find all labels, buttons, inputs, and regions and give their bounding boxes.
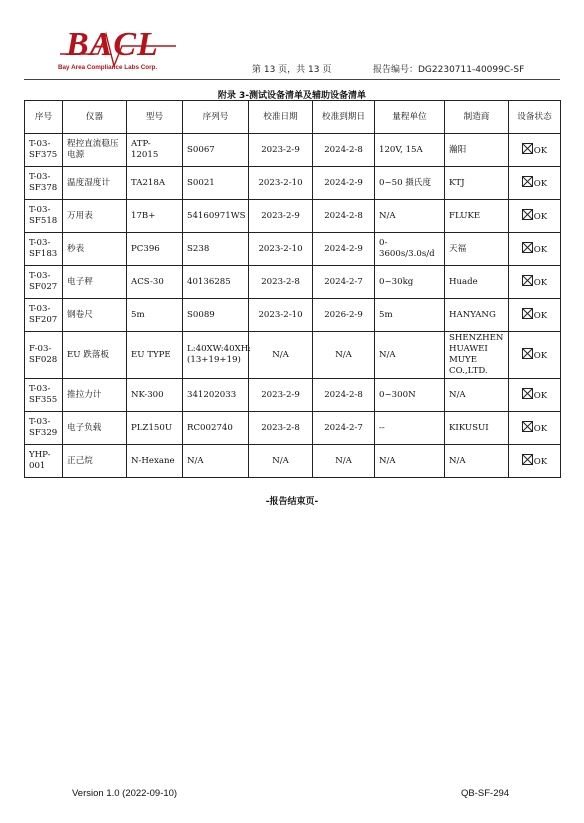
table-row xyxy=(25,379,561,412)
table-cell: 2024-2-8 xyxy=(313,200,375,233)
status-text: OK xyxy=(533,245,548,255)
column-header: 制造商 xyxy=(445,101,509,134)
table-cell: RC002740 xyxy=(183,412,249,445)
table-cell: S0021 xyxy=(183,167,249,200)
table-body xyxy=(25,134,561,478)
table-cell: S0067 xyxy=(183,134,249,167)
table-cell: N/A xyxy=(249,445,313,478)
column-header: 序列号 xyxy=(183,101,249,134)
table-cell: 正己烷 xyxy=(63,445,127,478)
table-cell: 电子负载 xyxy=(63,412,127,445)
table-row xyxy=(25,167,561,200)
table-cell: 天福 xyxy=(445,233,509,266)
table-cell: 0~30kg xyxy=(375,266,445,299)
table-cell: -- xyxy=(375,412,445,445)
table-cell: 2024-2-9 xyxy=(313,233,375,266)
table-row xyxy=(25,233,561,266)
table-cell: N/A xyxy=(375,200,445,233)
column-header: 量程单位 xyxy=(375,101,445,134)
table-cell: TA218A xyxy=(127,167,183,200)
table-cell: 2024-2-8 xyxy=(313,379,375,412)
table-cell: T-03-SF207 xyxy=(25,299,63,332)
status-text: OK xyxy=(533,278,548,288)
table-cell: T-03-SF355 xyxy=(25,379,63,412)
table-cell: 2026-2-9 xyxy=(313,299,375,332)
table-cell: T-03-SF518 xyxy=(25,200,63,233)
table-cell: 温度湿度计 xyxy=(63,167,127,200)
table-cell: 341202033 xyxy=(183,379,249,412)
checked-box-icon xyxy=(522,275,533,286)
table-cell: 2023-2-9 xyxy=(249,200,313,233)
table-cell: 54160971WS xyxy=(183,200,249,233)
column-header: 设备状态 xyxy=(509,101,561,134)
status-cell xyxy=(509,379,561,412)
table-cell: S238 xyxy=(183,233,249,266)
bacl-logo xyxy=(58,26,178,76)
status-cell xyxy=(509,445,561,478)
column-header: 校准到期日 xyxy=(313,101,375,134)
table-cell: 2023-2-9 xyxy=(249,134,313,167)
table-cell: 秒表 xyxy=(63,233,127,266)
table-cell: S0089 xyxy=(183,299,249,332)
table-row xyxy=(25,299,561,332)
status-cell xyxy=(509,134,561,167)
table-cell: 程控直流稳压电源 xyxy=(63,134,127,167)
table-cell: 2024-2-7 xyxy=(313,266,375,299)
table-row xyxy=(25,200,561,233)
table-cell: T-03-SF027 xyxy=(25,266,63,299)
table-cell: 瀚阳 xyxy=(445,134,509,167)
column-header: 校准日期 xyxy=(249,101,313,134)
status-text: OK xyxy=(533,457,548,467)
table-cell: 2024-2-9 xyxy=(313,167,375,200)
table-cell: FLUKE xyxy=(445,200,509,233)
table-cell: 2024-2-8 xyxy=(313,134,375,167)
table-cell: 推拉力计 xyxy=(63,379,127,412)
appendix-title: 附录 3-测试设备清单及辅助设备清单 xyxy=(217,91,367,101)
table-cell: N/A xyxy=(445,445,509,478)
table-cell: 17B+ xyxy=(127,200,183,233)
logo-text: BACL xyxy=(66,26,159,63)
table-cell: KIKUSUI xyxy=(445,412,509,445)
checked-box-icon xyxy=(522,348,533,359)
table-cell: T-03-SF329 xyxy=(25,412,63,445)
table-cell: NK-300 xyxy=(127,379,183,412)
table-cell: 2024-2-7 xyxy=(313,412,375,445)
checked-box-icon xyxy=(522,308,533,319)
table-cell: T-03-SF183 xyxy=(25,233,63,266)
table-cell: 120V, 15A xyxy=(375,134,445,167)
table-cell: 2023-2-10 xyxy=(249,299,313,332)
table-cell: 2023-2-8 xyxy=(249,266,313,299)
status-cell xyxy=(509,299,561,332)
table-cell: YHP-001 xyxy=(25,445,63,478)
page-info: 第 13 页，共 13 页 xyxy=(252,65,332,75)
table-cell: N/A xyxy=(313,445,375,478)
table-cell: N-Hexane xyxy=(127,445,183,478)
status-cell xyxy=(509,233,561,266)
table-cell: N/A xyxy=(249,332,313,379)
status-cell xyxy=(509,167,561,200)
status-text: OK xyxy=(533,146,548,156)
checked-box-icon xyxy=(522,143,533,154)
table-cell: T-03-SF378 xyxy=(25,167,63,200)
table-cell: N/A xyxy=(375,445,445,478)
footer-form-number: QB-SF-294 xyxy=(461,788,510,799)
table-row xyxy=(25,412,561,445)
table-cell: 2023-2-10 xyxy=(249,233,313,266)
table-cell: KTJ xyxy=(445,167,509,200)
table-cell: 40136285 xyxy=(183,266,249,299)
status-text: OK xyxy=(533,424,548,434)
status-text: OK xyxy=(533,391,548,401)
status-text: OK xyxy=(533,179,548,189)
table-cell: 5m xyxy=(127,299,183,332)
checked-box-icon xyxy=(522,209,533,220)
equipment-table xyxy=(24,100,561,478)
checked-box-icon xyxy=(522,454,533,465)
table-cell: F-03-SF028 xyxy=(25,332,63,379)
table-cell: HANYANG xyxy=(445,299,509,332)
table-header-row xyxy=(25,101,561,134)
table-cell: PLZ150U xyxy=(127,412,183,445)
table-cell: ACS-30 xyxy=(127,266,183,299)
table-row xyxy=(25,266,561,299)
table-cell: L:40XW:40XH:(13+19+19) xyxy=(183,332,249,379)
checked-box-icon xyxy=(522,421,533,432)
column-header: 型号 xyxy=(127,101,183,134)
status-text: OK xyxy=(533,212,548,222)
report-number: 报告编号：DG2230711-40099C-SF xyxy=(373,65,525,75)
table-cell: 0-3600s/3.0s/d xyxy=(375,233,445,266)
report-end-marker: -报告结束页- xyxy=(265,497,319,507)
status-text: OK xyxy=(533,311,548,321)
table-cell: EU 跌落板 xyxy=(63,332,127,379)
table-cell: SHENZHEN HUAWEI MUYE CO.,LTD. xyxy=(445,332,509,379)
logo-subtitle: Bay Area Compliance Labs Corp. xyxy=(58,64,158,71)
table-cell: N/A xyxy=(313,332,375,379)
status-cell xyxy=(509,332,561,379)
table-cell: 万用表 xyxy=(63,200,127,233)
table-cell: T-03-SF375 xyxy=(25,134,63,167)
table-cell: 钢卷尺 xyxy=(63,299,127,332)
checked-box-icon xyxy=(522,242,533,253)
table-cell: N/A xyxy=(375,332,445,379)
table-cell: 2023-2-10 xyxy=(249,167,313,200)
table-cell: Huade xyxy=(445,266,509,299)
table-cell: 0~300N xyxy=(375,379,445,412)
table-cell: ATP-12015 xyxy=(127,134,183,167)
table-cell: EU TYPE xyxy=(127,332,183,379)
table-cell: 0~50 摄氏度 xyxy=(375,167,445,200)
table-cell: PC396 xyxy=(127,233,183,266)
column-header: 序号 xyxy=(25,101,63,134)
table-cell: N/A xyxy=(445,379,509,412)
footer-version: Version 1.0 (2022-09-10) xyxy=(72,788,178,799)
status-text: OK xyxy=(533,351,548,361)
table-cell: 2023-2-9 xyxy=(249,379,313,412)
status-cell xyxy=(509,412,561,445)
checked-box-icon xyxy=(522,176,533,187)
table-cell: 电子秤 xyxy=(63,266,127,299)
status-cell xyxy=(509,200,561,233)
table-row xyxy=(25,134,561,167)
column-header: 仪器 xyxy=(63,101,127,134)
table-row xyxy=(25,332,561,379)
checked-box-icon xyxy=(522,388,533,399)
header-divider xyxy=(24,79,560,80)
table-cell: N/A xyxy=(183,445,249,478)
table-cell: 2023-2-8 xyxy=(249,412,313,445)
status-cell xyxy=(509,266,561,299)
table-cell: 5m xyxy=(375,299,445,332)
table-row xyxy=(25,445,561,478)
